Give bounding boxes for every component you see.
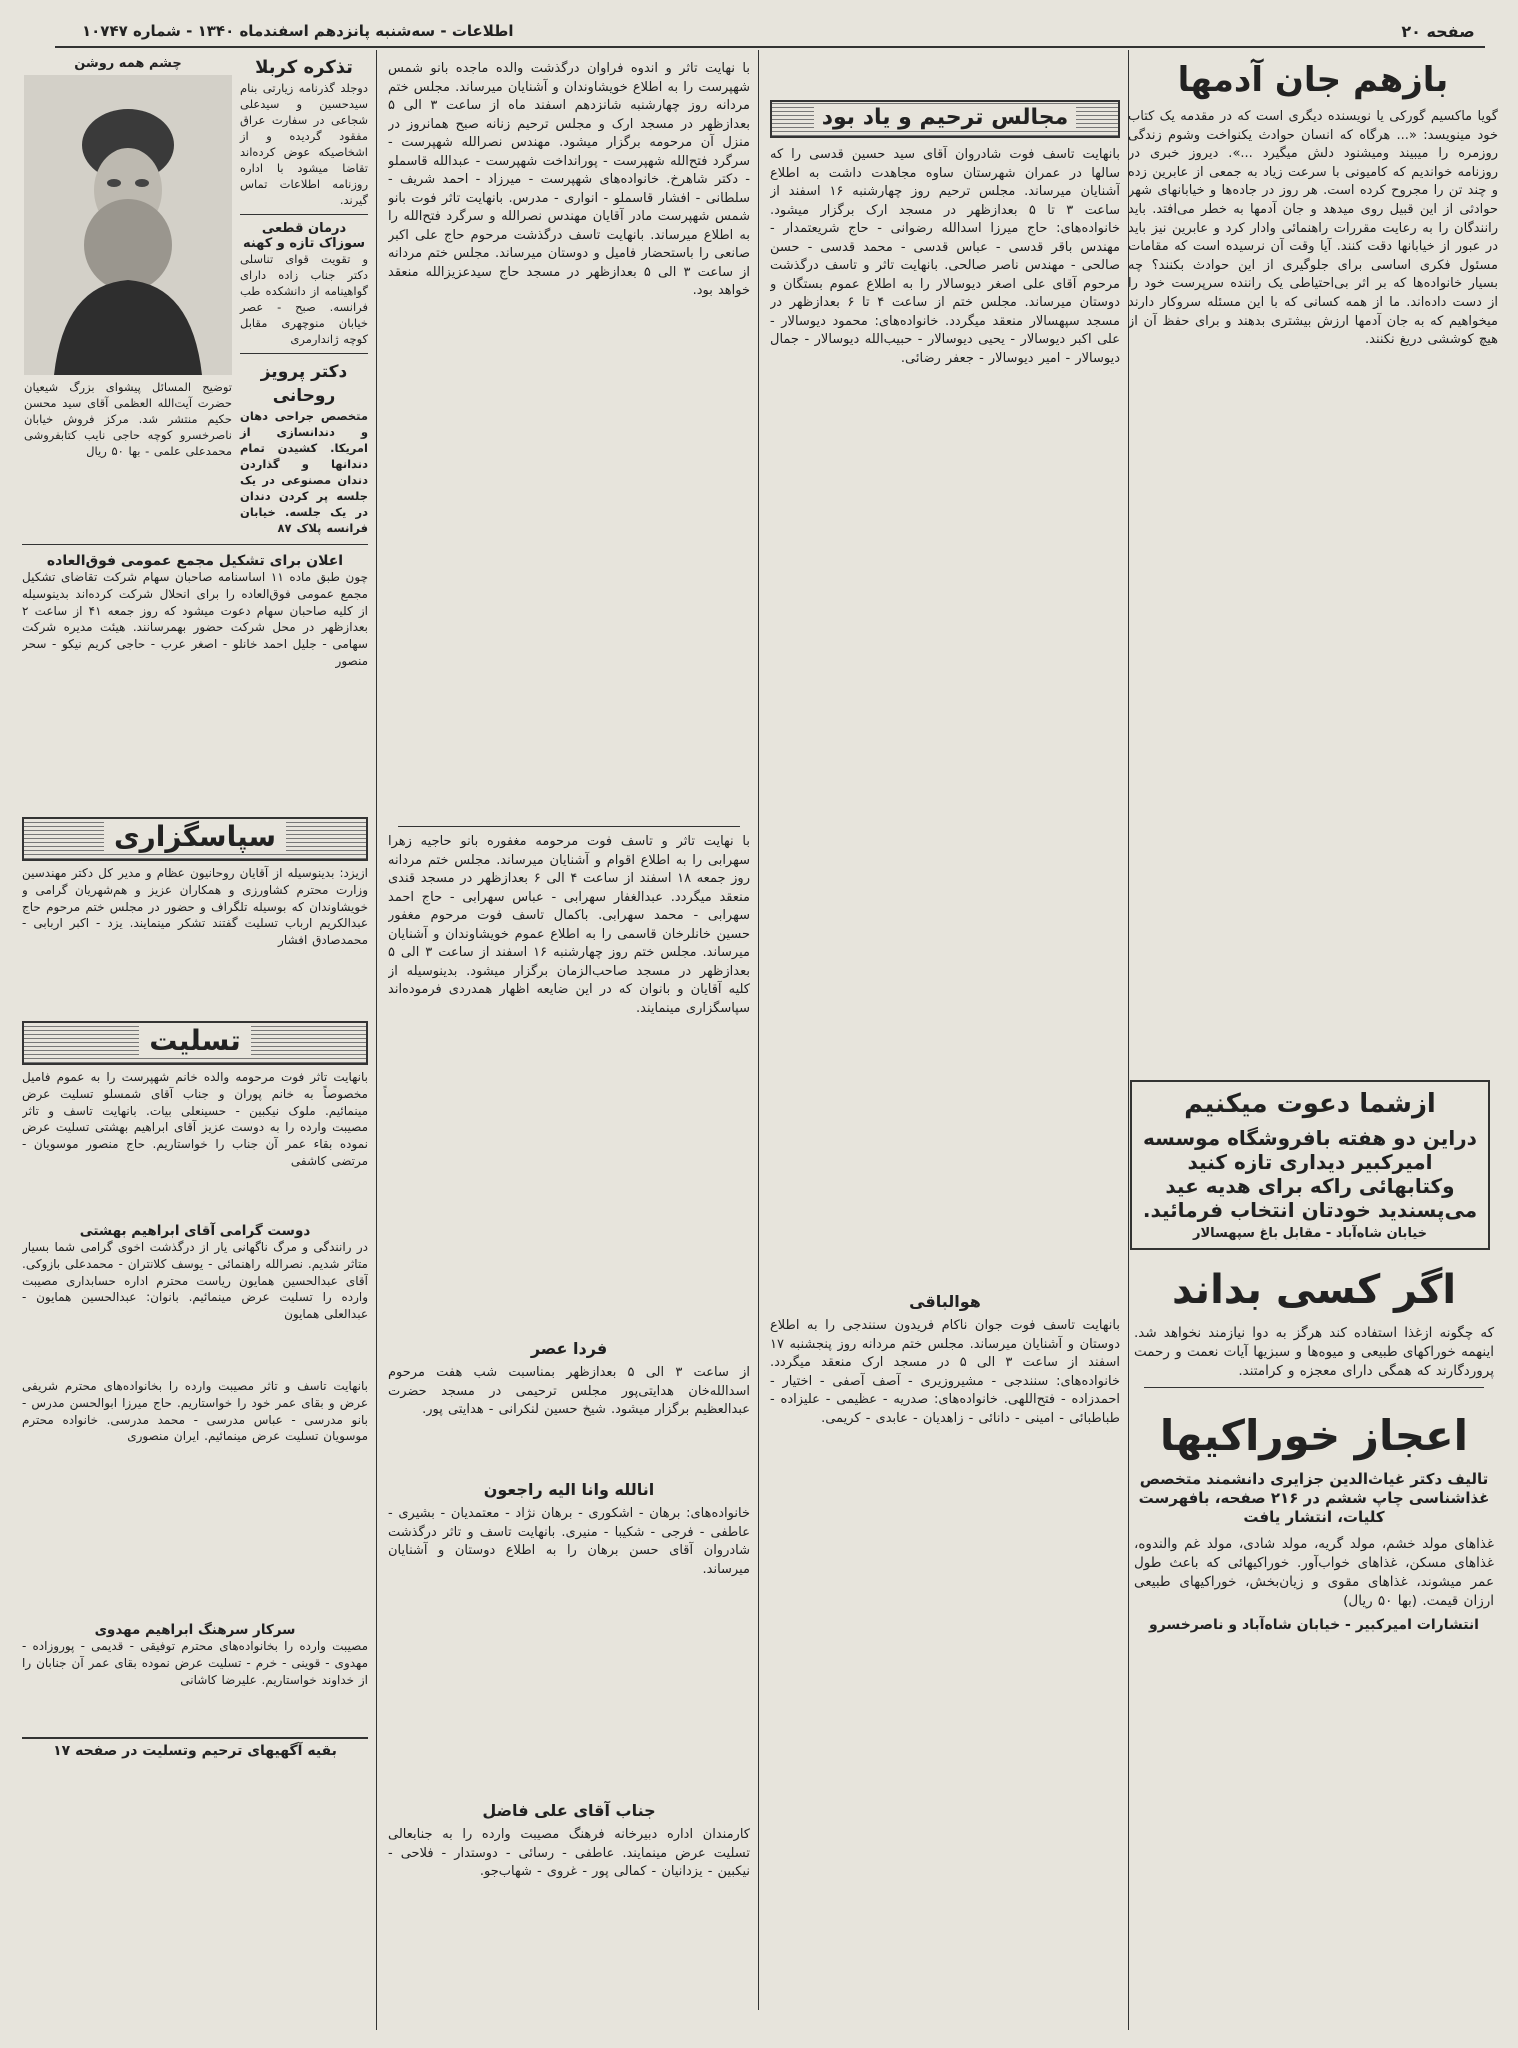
condolence-subhead-1: فردا عصر <box>530 1339 608 1358</box>
ads-column <box>22 56 368 1759</box>
portrait-figure <box>24 75 232 375</box>
memorial-subhead: هوالباقی <box>909 1292 981 1311</box>
condolence-column <box>388 60 750 1966</box>
condolence-notices-2: با نهایت تاثر و تاسف فوت مرحومه مغفوره بانو حاجیه زهرا سهرابی را به اطلاع اقوام و آشنایان میرساند. مجلس ختم مردانه روز جمعه ۱۸ اسفند از ساعت ۴ الی ۶ بعدازظهر در مسجد قندی منعقد میگردد. عبدالغفار سهرابی - عباس سهرابی - حاج احمد سهرابی - محمد سهرابی. باکمال تاسف فوت مرحوم مغفور حسین خانلرخان قاسمی را به اطلاع عموم خویشاوندان و آشنایان میرساند. مجلس ختم روز چهارشنبه ۱۶ اسفند از ساعت ۳ الی ۵ بعدازظهر در مسجد صاحب‌الزمان برگزار میشود. بدینوسیله از کلیه آقایان و بانوان که در این ضایعه اظهار همدردی فرموده‌اند سپاسگزاری مینمایند. <box>388 834 750 1016</box>
nutrition-ad <box>1134 1260 1494 2020</box>
friend-notice-body: در رانندگی و مرگ ناگهانی یار از درگذشت اخوی گرامی شما بسیار متاثر شدیم. نصرالله راهنمائی - یوسف کلانتران - محمدعلی بازوکی. آقای عبدالحسین همایون ریاست محترم اداره حسابداری مصیبت وارده را تسلیت عرض مینمائیم. بانوان: عبدالحسین همایون - عبدالعلی همایون <box>22 1240 368 1322</box>
continued-footer: بقیه آگهیهای ترحیم وتسلیت در صفحه ۱۷ <box>53 1742 337 1759</box>
memorial-notices-2: بانهایت تاسف فوت جوان ناکام فریدون سنندجی را به اطلاع دوستان و آشنایان میرساند. مجلس ختم مردانه روز پنجشنبه ۱۷ اسفند از ساعت ۳ الی ۵ در مسجد ارک منعقد میگردد. خانواده‌های: سنندجی - مشیروزیری - آصف آصفی - اختیار - احمدزاده - فتح‌اللهی. خانواده‌های: صدریه - عظیمی - علیزاده - طباطبائی - امینی - دانائی - زاهدیان - عابدی - کریمی. <box>770 1318 1120 1426</box>
gratitude-banner <box>22 817 368 861</box>
condolence-banner-text: تسلیت <box>139 1024 251 1057</box>
assembly-notice-heading: اعلان برای تشکیل مجمع عمومی فوق‌العاده <box>46 553 344 569</box>
karbala-passport-heading: تذکره کربلا <box>255 57 353 78</box>
assembly-notice-body: چون طبق ماده ۱۱ اساسنامه صاحبان سهام شرکت تقاضای تشکیل مجمع عمومی فوق‌العاده را برای انحلال شرکت کرده‌اند بدینوسیله از کلیه صاحبان سهام دعوت میشود که روز جمعه ۴۱ از ساعت ۲ بعدازظهر در محل شرکت حضور بهمرسانند. هیئت مدیره شرکت سهامی - جلیل احمد خانلو - اصغر عرب - حاجی کریم نیکو - سحر منصور <box>22 570 368 668</box>
nutrition-ad-author: تالیف دکتر غیاث‌الدین جزایری دانشمند متخصص غذاشناسی چاپ ششم در ۲۱۶ صفحه، بافهرست کلیات، انتشار یافت <box>1138 1470 1490 1526</box>
clinic-ad-body: و تقویت قوای تناسلی دکتر جناب زاده دارای گواهینامه از دانشکده طب فرانسه. صبح - عصر خیابان منوچهری مقابل کوچه ژاندارمری <box>240 252 368 346</box>
memorial-column <box>770 100 1120 1917</box>
condolence-banner <box>22 1021 368 1065</box>
memorial-notices: بانهایت تاسف فوت شادروان آقای سید حسین قدسی را که سالها در عمران شهرستان ساوه مجاهدت داشت به اطلاع آشنایان میرساند. مجلس ترحیم روز چهارشنبه ۱۶ اسفند از ساعت ۳ تا ۵ بعدازظهر در مسجد ارک برگزار میشود. خانواده‌های: حاج میرزا اسدالله رضوانی - حاج شریعتمدار - مهندس باقر قدسی - عباس قدسی - محمد قدسی - حسن صالحی - مهندس ناصر صالحی. بانهایت تاثر و تاسف درگذشت مرحوم آقای علی اصغر دیوسالار را به اطلاع عموم بستگان و دوستان میرساند. مجلس ختم از ساعت ۴ تا ۶ بعدازظهر در مسجد سپهسالار منعقد میگردد. خانواده‌های: محمود دیوسالار - علی اکبر دیوسالار - یحیی دیوسالار - حبیب‌الله دیوسالار - جمال دیوسالار - امیر دیوسالار - جعفر رضائی. <box>770 147 1120 366</box>
photo-caption: چشم همه روشن <box>74 56 182 71</box>
editorial-column <box>1128 60 1498 1088</box>
colonel-notice-body: مصیبت وارده را بخانواده‌های محترم توفیقی - قدیمی - پوروزاده - مهدوی - قوینی - خرم - تسلیت عرض نموده بقای عمر آن جنابان را از خداوند خواستاریم. علیرضا کاشانی <box>22 1639 368 1687</box>
bookstore-ad <box>1130 1080 1490 1250</box>
condolence-notices-5: کارمندان اداره دبیرخانه فرهنگ مصیبت وارده را به جنابعالی تسلیت عرض مینمایند. عاطفی - رسائی - دوستدار - فلاحی - نیکبین - یزدانیان - کمالی پور - غروی - شهاب‌جو. <box>388 1827 750 1879</box>
cleric-portrait <box>24 75 232 375</box>
condolence-notices-1: با نهایت تاثر و اندوه فراوان درگذشت والده ماجده بانو شمس شهپرست را به اطلاع خویشاوندان و آشنایان میرساند. مجلس ختم مردانه روز چهارشنبه شانزدهم اسفند ماه از ساعت ۳ الی ۵ بعدازظهر در مسجد ارک و مجلس ترحیم زنانه صبح همانروز در منزل آن مرحومه برگزار میشود. مهندس نصرالله شهپرست - سرگرد فتح‌الله شهپرست - پورانداخت شهپرست - عبدالله قاسملو - دکتر شاهرخ. خانواده‌های شهپرست - میرزاد - احمد شریف - سلطانی - افشار قاسملو - انواری - مدرس. بانهایت تاثر فوت بانو شمس شهپرست مادر آقایان مهندس نصرالله و سرگرد فتح‌الله را به اطلاع میرساند. بانهایت تاسف درگذشت مرحوم حاج علی اکبر صانعی را باستحضار فامیل و دوستان میرساند. مجلس ختم مردانه از ساعت ۳ الی ۵ بعدازظهر در مسجد حاج سیدعزیزالله منعقد خواهد بود. <box>388 61 750 298</box>
page-number: صفحه ۲۰ <box>1401 22 1475 41</box>
editorial-title: بازهم جان آدمها <box>1177 60 1449 100</box>
condolence-subhead-2: انالله وانا الیه راجعون <box>483 1480 655 1499</box>
editorial-body: گویا ماکسیم گورکی یا نویسنده دیگری است که در مقدمه یک کتاب خود مینویسد: «... هرگاه که انسان حوادث یکنواخت وشوم زندگی روزمره را میبیند ومیشنود دلش میگیرد ...». دیروز خبری در روزنامه خواندیم که کامیونی با سرعت زیاد به جمعی از عابرین زده و چند تن را مجروح کرده است. هر روز در جاده‌ها و خیابانهای شهر حوادثی از این قبیل روی میدهد و جان آدمها به خطر می‌افتد. باید رانندگان را به رعایت مقررات راهنمائی وادار کرد و عابرین نیز باید در عبور از خیابانها دقت کنند. آیا وقت آن نرسیده است که مقامات مسئول فکری اساسی برای جلوگیری از این حوادث بکنند؟ چه بسیار خانواده‌ها که بر اثر بی‌احتیاطی یک راننده سرپرست خود را از دست داده‌اند. ما از همه کسانی که با این مسئله سروکار دارند میخواهیم که به جان آدمها ارزش بیشتری بدهند و برای حفظ آن از هیچ کوششی دریغ نکنند. <box>1128 109 1498 348</box>
karbala-passport-notice: دوجلد گذرنامه زیارتی بنام سیدحسین و سیدعلی شجاعی در سفارت عراق مفقود گردیده و از اشخاصیکه عوض کرده‌اند تقاضا میشود با اداره روزنامه اطلاعات تماس گیرند. <box>240 81 368 207</box>
condolence-notices-3: از ساعت ۳ الی ۵ بعدازظهر بمناسبت شب هفت مرحوم اسدالله‌خان هدایتی‌پور مجلس ترحیمی در مسجد حضرت عبدالعظیم برگزار میشود. شیخ حسین لنکرانی - هدایتی پور. <box>388 1365 750 1417</box>
gratitude-body: ازیزد: بدینوسیله از آقایان روحانیون عظام و مدیر کل دکتر مهندسین وزارت محترم کشاورزی و همکاران عزیز و هم‌شهریان گرامی و خویشاوندان که بوسیله تلگراف و حضور در مجلس ختم مرحوم حاج عبدالکریم ارباب تسلیت گفتند تشکر مینمایند. یزد - اکبر اربابی - محمدصادق افشار <box>22 866 368 948</box>
dentist-ad-body: متخصص جراحی دهان و دندانسازی از امریکا. کشیدن تمام دندانها و گذاردن دندان مصنوعی در یک جلسه پر کردن دندان در یک جلسه. خیابان فرانسه پلاک ۸۷ <box>240 409 368 535</box>
condolence-ads-1: بانهایت تاثر فوت مرحومه والده خانم شهپرست را به عموم فامیل مخصوصاً به خانم پوران و جناب آقای شمسلو تسلیت عرض مینمائیم. ملوک نیکبین - حسینعلی بیات. بانهایت تاسف و تاثر مصیبت وارده را به دوست عزیز آقای ابراهیم بهشتی تسلیت عرض نموده بقاء عمر آن جناب را خواستاریم. حاج منصور موسویان - مرتضی کاشفی <box>22 1070 368 1168</box>
memorial-banner <box>770 100 1120 138</box>
bookstore-ad-title: ازشما دعوت میکنیم <box>1184 1089 1436 1119</box>
nutrition-ad-book-title: اعجاز خوراکیها <box>1159 1411 1469 1460</box>
colonel-notice-heading: سرکار سرهنگ ابراهیم مهدوی <box>94 1622 296 1638</box>
bookstore-ad-address: خیابان شاه‌آباد - مقابل باغ سپهسالار <box>1192 1226 1428 1241</box>
top-rule <box>55 46 1485 48</box>
condolence-notices-4: خانواده‌های: برهان - اشکوری - برهان نژاد - معتمدیان - بشیری - عاطفی - فرجی - شکیبا - منیری. بانهایت تاسف و تاثر درگذشت شادروان آقای حسن برهان را به اطلاع دوستان و آشنایان میرساند. <box>388 1506 750 1577</box>
nutrition-ad-publisher: انتشارات امیرکبیر - خیابان شاه‌آباد و ناصرخسرو <box>1149 1617 1479 1633</box>
masthead-date: اطلاعات - سه‌شنبه پانزدهم اسفندماه ۱۳۴۰ - شماره ۱۰۷۴۷ <box>82 22 514 40</box>
gratitude-banner-text: سپاسگزاری <box>104 820 286 853</box>
nutrition-ad-intro: که چگونه ازغذا استفاده کند هرگز به دوا نیازمند نخواهد شد. اینهمه خوراکهای طبیعی و میوه‌ها و سبزیها آیات نعمت و رحمت پروردگارند که همگی دارای معجزه و کرامتند. <box>1134 1325 1494 1379</box>
bookstore-ad-body: دراین دو هفته بافروشگاه موسسه امیرکبیر دیداری تازه کنید وکتابهائی راکه برای هدیه عید می‌پسندید خودتان انتخاب فرمائید. <box>1142 1126 1478 1222</box>
condolence-subhead-3: جناب آقای علی فاضل <box>482 1801 656 1820</box>
dentist-ad-heading: دکتر پرویز روحانی <box>260 362 348 406</box>
clinic-ad-heading: درمان قطعی سوزاک تازه و کهنه <box>242 221 366 251</box>
nutrition-ad-contents: غذاهای مولد خشم، مولد گریه، مولد شادی، مولد غم والندوه، غذاهای مسکن، غذاهای خواب‌آور. خوراکیهائی که باعث طول عمر میشوند، غذاهای مقوی و زیان‌بخش، خوراکیهای طبیعی ارزان قیمت. (بها ۵۰ ریال) <box>1134 1536 1494 1609</box>
condolence-ads-2: بانهایت تاسف و تاثر مصیبت وارده را بخانواده‌های محترم شریفی عرض و بقای عمر خود را خواستاریم. حاج میرزا ابوالحسن مدرس - بانو مدرسی - عباس مدرسی - محمد مدرسی. خانواده محترم موسویان تسلیت عرض مینمائیم. ایران منصوری <box>22 1379 368 1444</box>
memorial-banner-text: مجالس ترحیم و یاد بود <box>814 105 1077 130</box>
nutrition-ad-headline: اگر کسی بداند <box>1171 1267 1457 1313</box>
friend-notice-heading: دوست گرامی آقای ابراهیم بهشتی <box>79 1223 311 1239</box>
portrait-note: توضیح المسائل پیشوای بزرگ شیعیان حضرت آیت‌الله العظمی آقای سید محسن حکیم منتشر شد. مرکز فروش خیابان ناصرخسرو کوچه حاجی نایب کتابفروشی محمدعلی علمی - بها ۵۰ ریال <box>24 380 232 458</box>
